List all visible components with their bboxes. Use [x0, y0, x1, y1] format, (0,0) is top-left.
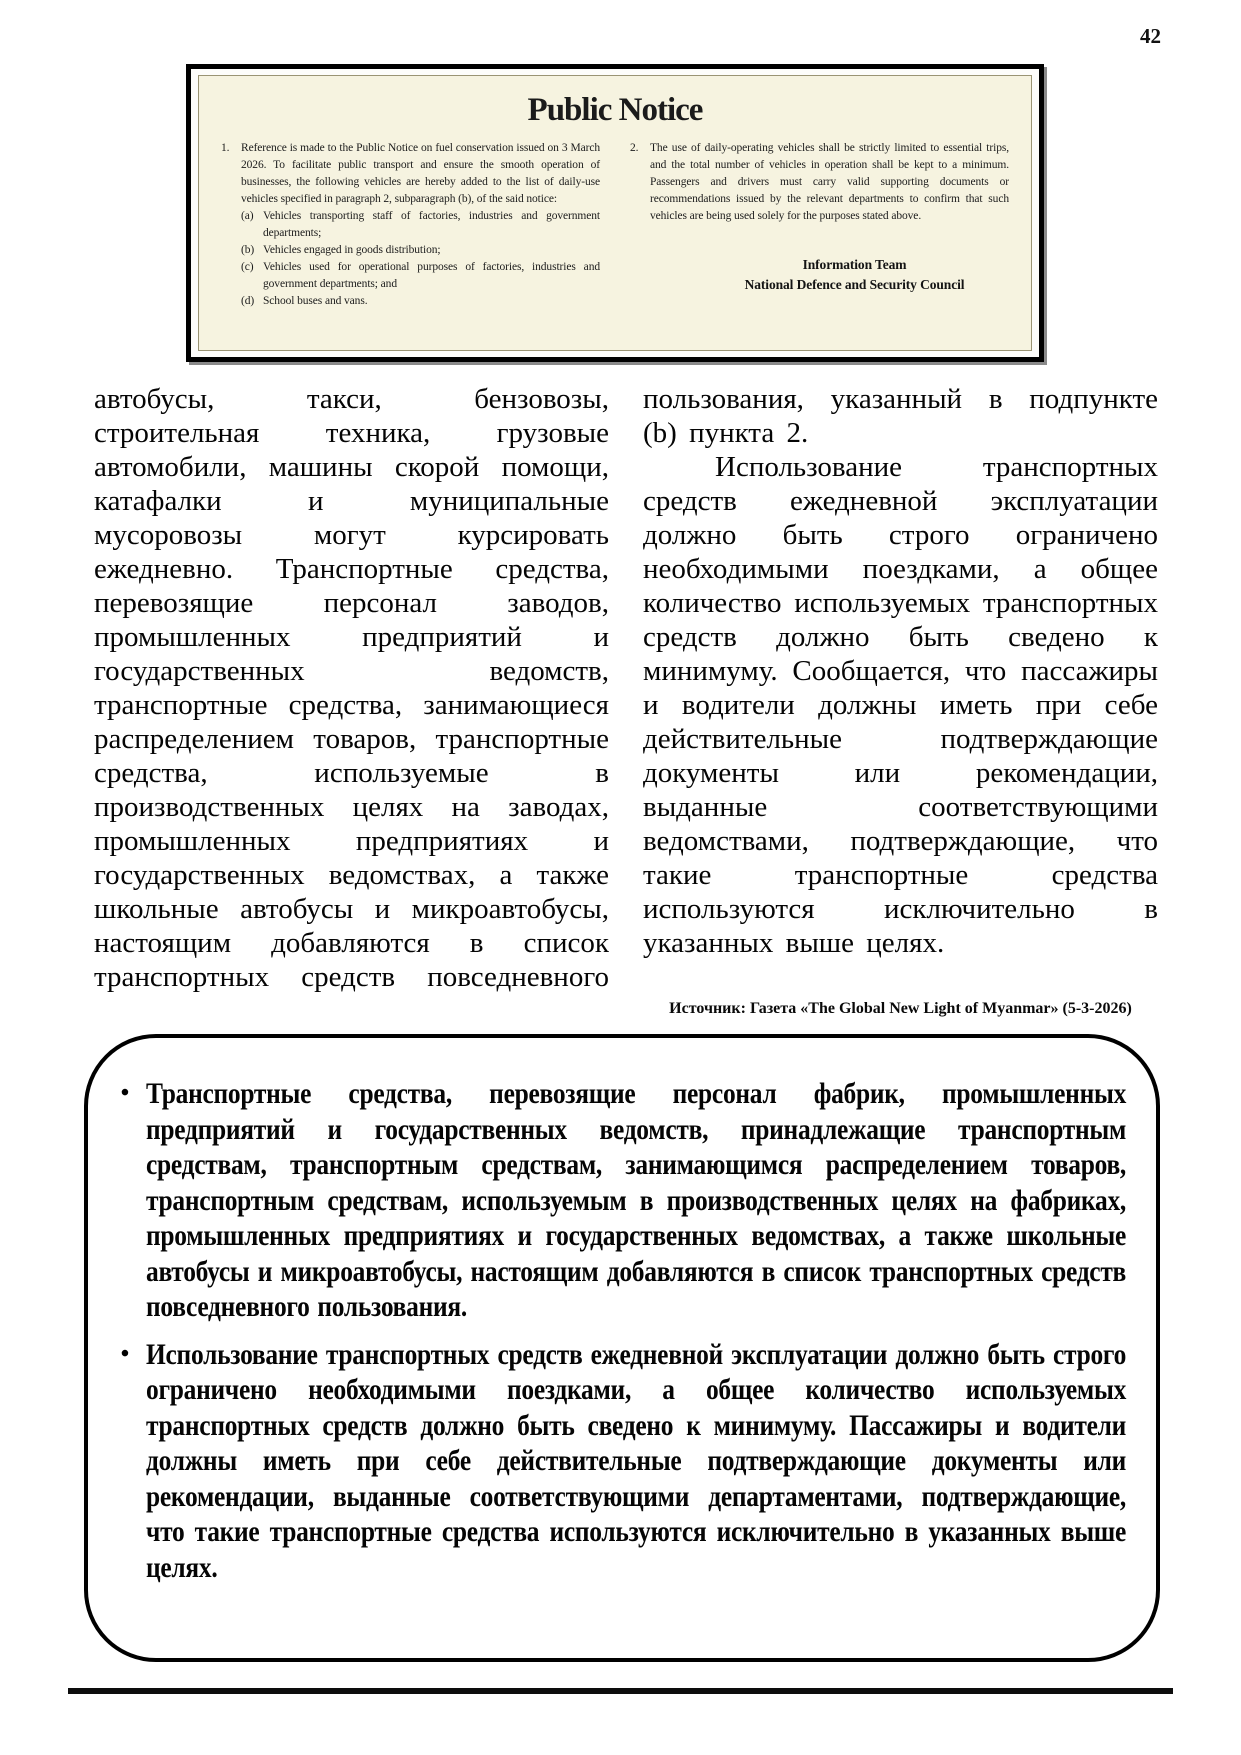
notice-item-1	[221, 140, 600, 310]
notice-item-2	[630, 140, 1009, 225]
subitem-b-text: Vehicles engaged in goods distribution;	[263, 244, 441, 256]
signature-team: Information Team	[802, 257, 907, 272]
article-paragraph-1: автобусы, такси, бензовозы, строительная техника, грузовые автомобили, машины скорой помощи, катафалки и муниципальные мусоровозы могут курсировать ежедневно. Транспортные средства, перевозящие персонал заводов, промышленных предприятий и государственных ведомств, транспортные средства, занимающиеся распределением товаров, транспортные средства, используемые в производственных целях на заводах, промышленных предприятиях и государственных ведомствах, а также школьные автобусы и микроавтобусы, настоящим добавляются в список транспортных средств повседневного пользования, указанный в подпункте (b) пункта 2.	[94, 383, 1158, 993]
notice-columns	[221, 140, 1009, 310]
page-number: 42	[1140, 24, 1161, 48]
subitem-b-label: (b)	[241, 244, 255, 256]
notice-subitem-b	[241, 242, 600, 259]
notice-title: Public Notice	[527, 92, 703, 128]
signature-block	[630, 255, 1009, 295]
bullet-marker: •	[120, 1340, 130, 1367]
summary-bullet-1-text: Транспортные средства, перевозящие персонал фабрик, промышленных предприятий и государственных ведомств, принадлежащие транспортным средствам, транспортным средствам, занимающимся распределением товаров, транспортным средствам, используемым в производственных целях на фабриках, промышленных предприятиях и государственных ведомствах, а также школьные автобусы и микроавтобусы, настоящим добавляются в список транспортных средств повседневного пользования.	[146, 1077, 1127, 1323]
signature-council: National Defence and Security Council	[744, 277, 965, 292]
notice-item-2-body	[650, 140, 1009, 225]
summary-bullet-2-text: Использование транспортных средств ежедневной эксплуатации должно быть строго ограничено необходимыми поездками, а общее количество используемых транспортных средств должно быть сведено к минимуму. Пассажиры и водители должны иметь при себе действительные подтверждающие документы или рекомендации, выданные соответствующими департаментами, подтверждающие, что такие транспортные средства используются исключительно в указанных выше целях.	[146, 1337, 1127, 1584]
subitem-c-text: Vehicles used for operational purposes of factories, industries and government departments; and	[263, 261, 600, 290]
summary-bullet-2	[104, 1337, 1126, 1586]
notice-column-right	[630, 140, 1009, 310]
notice-subitem-a	[241, 208, 600, 242]
subitem-d-label: (d)	[241, 295, 255, 307]
subitem-c-label: (c)	[241, 261, 254, 273]
notice-item-2-number: 2.	[630, 142, 639, 154]
notice-item-2-text: The use of daily-operating vehicles shall be strictly limited to essential trips, and the total number of vehicles in operation shall be kept to a minimum. Passengers and drivers must carry valid supporting documents or recommendations issued by the relevant departments to confirm that such vehicles are being used solely for the purposes stated above.	[650, 142, 1009, 222]
notice-item-1-number: 1.	[221, 142, 230, 154]
article-paragraph-2: Использование транспортных средств ежедневной эксплуатации должно быть строго ограничено необходимыми поездками, а общее количество используемых транспортных средств должно быть сведено к минимуму. Сообщается, что пассажиры и водители должны иметь при себе действительные подтверждающие документы или рекомендации, выданные соответствующими ведомствами, подтверждающие, что такие транспортные средства используются исключительно в указанных выше целях.	[643, 451, 1158, 959]
subitem-d-text: School buses and vans.	[263, 295, 368, 307]
public-notice-box	[186, 64, 1044, 362]
public-notice-panel	[198, 75, 1032, 351]
article-two-column	[94, 382, 1158, 998]
notice-subitem-c	[241, 259, 600, 293]
source-row	[643, 1000, 1158, 1018]
summary-bullet-1-body	[146, 1076, 1126, 1325]
notice-item-1-body	[241, 140, 600, 310]
subitem-a-label: (a)	[241, 210, 254, 222]
notice-subitem-d	[241, 293, 600, 310]
source-attribution: Источник: Газета «The Global New Light of Myanmar» (5-3-2026)	[669, 1000, 1132, 1017]
summary-bullet-2-body	[146, 1337, 1126, 1586]
bullet-marker: •	[120, 1080, 130, 1106]
summary-box	[84, 1034, 1160, 1662]
notice-item-1-intro: Reference is made to the Public Notice on fuel conservation issued on 3 March 2026. To facilitate public transport and ensure the smooth operation of businesses, the following vehicles are hereby added to the list of daily-use vehicles specified in paragraph 2, subparagraph (b), of the said notice:	[241, 142, 600, 205]
subitem-a-text: Vehicles transporting staff of factories, industries and government departments;	[263, 210, 600, 239]
summary-bullet-1	[104, 1076, 1126, 1325]
bottom-rule	[68, 1688, 1173, 1694]
notice-column-left	[221, 140, 600, 310]
